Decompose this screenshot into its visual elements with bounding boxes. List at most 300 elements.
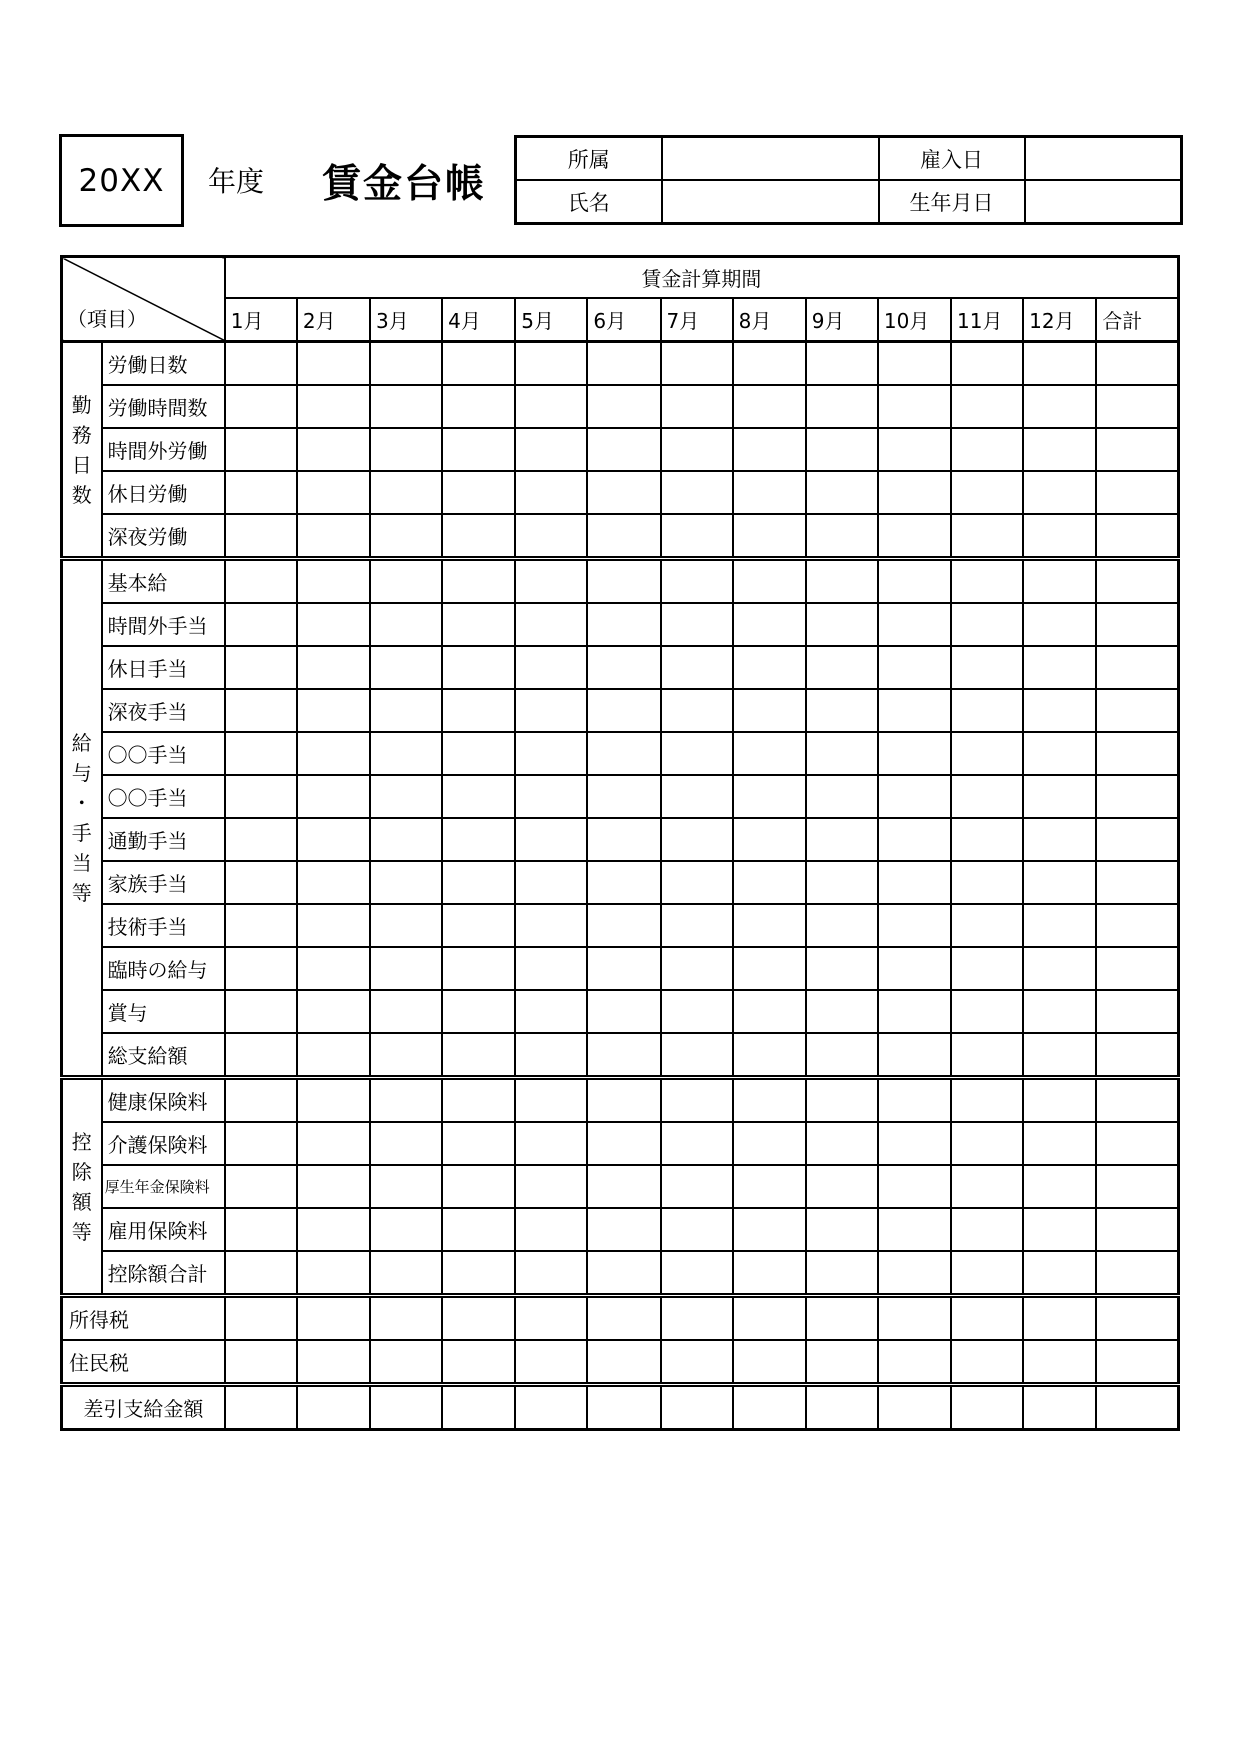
ledger-cell[interactable] [297, 1251, 370, 1296]
tax-cell[interactable] [951, 1340, 1023, 1385]
ledger-cell[interactable] [1023, 1078, 1096, 1123]
ledger-cell[interactable] [587, 1033, 660, 1078]
ledger-cell[interactable] [951, 775, 1023, 818]
ledger-cell[interactable] [442, 1251, 515, 1296]
ledger-cell[interactable] [297, 904, 370, 947]
tax-cell[interactable] [1023, 1340, 1096, 1385]
ledger-cell[interactable] [951, 689, 1023, 732]
ledger-cell[interactable] [806, 1251, 878, 1296]
ledger-cell[interactable] [370, 818, 442, 861]
ledger-cell[interactable] [370, 471, 442, 514]
ledger-cell[interactable] [951, 385, 1023, 428]
ledger-cell[interactable] [587, 385, 660, 428]
ledger-cell[interactable] [878, 385, 951, 428]
tax-cell[interactable] [733, 1340, 806, 1385]
hire-date-field[interactable] [1025, 137, 1182, 181]
birth-date-field[interactable] [1025, 180, 1182, 224]
ledger-cell[interactable] [370, 559, 442, 604]
ledger-cell[interactable] [878, 603, 951, 646]
ledger-cell[interactable] [951, 818, 1023, 861]
ledger-cell[interactable] [733, 861, 806, 904]
ledger-cell[interactable] [878, 428, 951, 471]
ledger-cell[interactable] [1096, 603, 1178, 646]
ledger-cell[interactable] [1023, 471, 1096, 514]
ledger-cell[interactable] [587, 559, 660, 604]
ledger-cell[interactable] [515, 775, 587, 818]
tax-cell[interactable] [370, 1296, 442, 1341]
ledger-cell[interactable] [951, 1251, 1023, 1296]
ledger-cell[interactable] [661, 861, 733, 904]
ledger-cell[interactable] [1096, 471, 1178, 514]
ledger-cell[interactable] [878, 1033, 951, 1078]
ledger-cell[interactable] [733, 689, 806, 732]
ledger-cell[interactable] [297, 861, 370, 904]
ledger-cell[interactable] [951, 428, 1023, 471]
name-field[interactable] [662, 180, 879, 224]
ledger-cell[interactable] [225, 1165, 297, 1208]
tax-cell[interactable] [297, 1340, 370, 1385]
ledger-cell[interactable] [442, 904, 515, 947]
ledger-cell[interactable] [878, 646, 951, 689]
tax-cell[interactable] [733, 1296, 806, 1341]
ledger-cell[interactable] [806, 990, 878, 1033]
ledger-cell[interactable] [515, 646, 587, 689]
ledger-cell[interactable] [951, 514, 1023, 559]
ledger-cell[interactable] [1023, 732, 1096, 775]
ledger-cell[interactable] [297, 990, 370, 1033]
ledger-cell[interactable] [587, 428, 660, 471]
ledger-cell[interactable] [1023, 689, 1096, 732]
ledger-cell[interactable] [1096, 861, 1178, 904]
ledger-cell[interactable] [733, 1251, 806, 1296]
ledger-cell[interactable] [878, 559, 951, 604]
ledger-cell[interactable] [733, 732, 806, 775]
ledger-cell[interactable] [661, 947, 733, 990]
ledger-cell[interactable] [733, 559, 806, 604]
ledger-cell[interactable] [1096, 1033, 1178, 1078]
ledger-cell[interactable] [733, 385, 806, 428]
tax-cell[interactable] [225, 1340, 297, 1385]
ledger-cell[interactable] [661, 818, 733, 861]
ledger-cell[interactable] [806, 689, 878, 732]
ledger-cell[interactable] [587, 603, 660, 646]
net-pay-cell[interactable] [733, 1385, 806, 1430]
ledger-cell[interactable] [370, 1122, 442, 1165]
ledger-cell[interactable] [661, 990, 733, 1033]
ledger-cell[interactable] [878, 1251, 951, 1296]
ledger-cell[interactable] [661, 646, 733, 689]
ledger-cell[interactable] [587, 818, 660, 861]
ledger-cell[interactable] [733, 1122, 806, 1165]
ledger-cell[interactable] [806, 385, 878, 428]
ledger-cell[interactable] [733, 775, 806, 818]
ledger-cell[interactable] [370, 732, 442, 775]
ledger-cell[interactable] [806, 775, 878, 818]
ledger-cell[interactable] [297, 1165, 370, 1208]
ledger-cell[interactable] [806, 559, 878, 604]
ledger-cell[interactable] [661, 689, 733, 732]
ledger-cell[interactable] [733, 818, 806, 861]
ledger-cell[interactable] [1023, 775, 1096, 818]
tax-cell[interactable] [878, 1340, 951, 1385]
ledger-cell[interactable] [297, 385, 370, 428]
ledger-cell[interactable] [515, 990, 587, 1033]
ledger-cell[interactable] [878, 1078, 951, 1123]
ledger-cell[interactable] [1096, 428, 1178, 471]
ledger-cell[interactable] [370, 514, 442, 559]
ledger-cell[interactable] [297, 732, 370, 775]
ledger-cell[interactable] [878, 471, 951, 514]
ledger-cell[interactable] [806, 732, 878, 775]
ledger-cell[interactable] [951, 559, 1023, 604]
ledger-cell[interactable] [951, 1122, 1023, 1165]
ledger-cell[interactable] [806, 603, 878, 646]
ledger-cell[interactable] [733, 904, 806, 947]
ledger-cell[interactable] [442, 732, 515, 775]
ledger-cell[interactable] [587, 861, 660, 904]
ledger-cell[interactable] [587, 1208, 660, 1251]
ledger-cell[interactable] [1096, 1122, 1178, 1165]
ledger-cell[interactable] [733, 514, 806, 559]
ledger-cell[interactable] [951, 1078, 1023, 1123]
ledger-cell[interactable] [1023, 603, 1096, 646]
net-pay-cell[interactable] [878, 1385, 951, 1430]
net-pay-cell[interactable] [297, 1385, 370, 1430]
net-pay-cell[interactable] [515, 1385, 587, 1430]
ledger-cell[interactable] [878, 732, 951, 775]
ledger-cell[interactable] [661, 342, 733, 386]
ledger-cell[interactable] [225, 646, 297, 689]
ledger-cell[interactable] [587, 904, 660, 947]
ledger-cell[interactable] [297, 1078, 370, 1123]
ledger-cell[interactable] [297, 559, 370, 604]
ledger-cell[interactable] [370, 1078, 442, 1123]
ledger-cell[interactable] [587, 471, 660, 514]
ledger-cell[interactable] [515, 385, 587, 428]
ledger-cell[interactable] [1096, 990, 1178, 1033]
ledger-cell[interactable] [225, 471, 297, 514]
ledger-cell[interactable] [878, 689, 951, 732]
ledger-cell[interactable] [806, 646, 878, 689]
ledger-cell[interactable] [1023, 818, 1096, 861]
ledger-cell[interactable] [225, 559, 297, 604]
ledger-cell[interactable] [1096, 385, 1178, 428]
tax-cell[interactable] [1023, 1296, 1096, 1341]
ledger-cell[interactable] [225, 904, 297, 947]
ledger-cell[interactable] [951, 947, 1023, 990]
ledger-cell[interactable] [370, 904, 442, 947]
ledger-cell[interactable] [370, 861, 442, 904]
ledger-cell[interactable] [225, 1208, 297, 1251]
ledger-cell[interactable] [587, 342, 660, 386]
tax-cell[interactable] [951, 1296, 1023, 1341]
ledger-cell[interactable] [515, 603, 587, 646]
tax-cell[interactable] [370, 1340, 442, 1385]
ledger-cell[interactable] [1096, 775, 1178, 818]
ledger-cell[interactable] [442, 428, 515, 471]
ledger-cell[interactable] [661, 904, 733, 947]
net-pay-cell[interactable] [1096, 1385, 1178, 1430]
ledger-cell[interactable] [661, 471, 733, 514]
ledger-cell[interactable] [1023, 861, 1096, 904]
ledger-cell[interactable] [442, 603, 515, 646]
ledger-cell[interactable] [225, 1251, 297, 1296]
tax-cell[interactable] [515, 1340, 587, 1385]
ledger-cell[interactable] [878, 861, 951, 904]
ledger-cell[interactable] [442, 689, 515, 732]
ledger-cell[interactable] [297, 1208, 370, 1251]
net-pay-cell[interactable] [587, 1385, 660, 1430]
ledger-cell[interactable] [442, 385, 515, 428]
tax-cell[interactable] [806, 1296, 878, 1341]
ledger-cell[interactable] [661, 1208, 733, 1251]
ledger-cell[interactable] [1023, 904, 1096, 947]
ledger-cell[interactable] [951, 342, 1023, 386]
ledger-cell[interactable] [442, 646, 515, 689]
ledger-cell[interactable] [225, 818, 297, 861]
ledger-cell[interactable] [225, 603, 297, 646]
ledger-cell[interactable] [515, 559, 587, 604]
ledger-cell[interactable] [1023, 514, 1096, 559]
ledger-cell[interactable] [878, 990, 951, 1033]
ledger-cell[interactable] [515, 861, 587, 904]
ledger-cell[interactable] [878, 904, 951, 947]
ledger-cell[interactable] [1023, 1122, 1096, 1165]
ledger-cell[interactable] [806, 904, 878, 947]
ledger-cell[interactable] [515, 428, 587, 471]
ledger-cell[interactable] [442, 1122, 515, 1165]
ledger-cell[interactable] [370, 385, 442, 428]
ledger-cell[interactable] [587, 1251, 660, 1296]
ledger-cell[interactable] [225, 689, 297, 732]
ledger-cell[interactable] [442, 1078, 515, 1123]
ledger-cell[interactable] [1096, 1208, 1178, 1251]
ledger-cell[interactable] [225, 1078, 297, 1123]
tax-cell[interactable] [661, 1296, 733, 1341]
ledger-cell[interactable] [733, 1165, 806, 1208]
tax-cell[interactable] [297, 1296, 370, 1341]
ledger-cell[interactable] [442, 342, 515, 386]
ledger-cell[interactable] [442, 1033, 515, 1078]
ledger-cell[interactable] [1096, 732, 1178, 775]
ledger-cell[interactable] [587, 947, 660, 990]
ledger-cell[interactable] [1096, 818, 1178, 861]
ledger-cell[interactable] [661, 1122, 733, 1165]
ledger-cell[interactable] [1023, 1033, 1096, 1078]
ledger-cell[interactable] [442, 861, 515, 904]
ledger-cell[interactable] [515, 818, 587, 861]
ledger-cell[interactable] [225, 775, 297, 818]
ledger-cell[interactable] [225, 1033, 297, 1078]
ledger-cell[interactable] [951, 1165, 1023, 1208]
ledger-cell[interactable] [225, 1122, 297, 1165]
ledger-cell[interactable] [1023, 1208, 1096, 1251]
ledger-cell[interactable] [733, 1078, 806, 1123]
ledger-cell[interactable] [1096, 904, 1178, 947]
ledger-cell[interactable] [515, 514, 587, 559]
ledger-cell[interactable] [587, 775, 660, 818]
ledger-cell[interactable] [515, 1078, 587, 1123]
ledger-cell[interactable] [733, 342, 806, 386]
ledger-cell[interactable] [951, 1208, 1023, 1251]
ledger-cell[interactable] [370, 990, 442, 1033]
ledger-cell[interactable] [951, 990, 1023, 1033]
ledger-cell[interactable] [225, 428, 297, 471]
ledger-cell[interactable] [951, 1033, 1023, 1078]
ledger-cell[interactable] [297, 428, 370, 471]
ledger-cell[interactable] [951, 732, 1023, 775]
ledger-cell[interactable] [733, 947, 806, 990]
ledger-cell[interactable] [515, 342, 587, 386]
ledger-cell[interactable] [661, 1078, 733, 1123]
ledger-cell[interactable] [878, 1165, 951, 1208]
ledger-cell[interactable] [1096, 342, 1178, 386]
tax-cell[interactable] [587, 1296, 660, 1341]
ledger-cell[interactable] [878, 342, 951, 386]
ledger-cell[interactable] [1096, 646, 1178, 689]
ledger-cell[interactable] [661, 775, 733, 818]
ledger-cell[interactable] [587, 1165, 660, 1208]
ledger-cell[interactable] [587, 514, 660, 559]
ledger-cell[interactable] [878, 775, 951, 818]
ledger-cell[interactable] [1023, 385, 1096, 428]
ledger-cell[interactable] [1096, 514, 1178, 559]
ledger-cell[interactable] [806, 514, 878, 559]
ledger-cell[interactable] [297, 471, 370, 514]
ledger-cell[interactable] [733, 471, 806, 514]
ledger-cell[interactable] [515, 1033, 587, 1078]
ledger-cell[interactable] [515, 1165, 587, 1208]
tax-cell[interactable] [442, 1340, 515, 1385]
ledger-cell[interactable] [442, 990, 515, 1033]
ledger-cell[interactable] [1096, 1165, 1178, 1208]
ledger-cell[interactable] [1023, 1165, 1096, 1208]
ledger-cell[interactable] [806, 947, 878, 990]
ledger-cell[interactable] [442, 514, 515, 559]
ledger-cell[interactable] [1023, 990, 1096, 1033]
ledger-cell[interactable] [297, 1033, 370, 1078]
tax-cell[interactable] [225, 1296, 297, 1341]
ledger-cell[interactable] [806, 471, 878, 514]
tax-cell[interactable] [515, 1296, 587, 1341]
net-pay-cell[interactable] [1023, 1385, 1096, 1430]
ledger-cell[interactable] [661, 603, 733, 646]
ledger-cell[interactable] [442, 471, 515, 514]
ledger-cell[interactable] [442, 1165, 515, 1208]
net-pay-cell[interactable] [442, 1385, 515, 1430]
ledger-cell[interactable] [297, 818, 370, 861]
ledger-cell[interactable] [1096, 1251, 1178, 1296]
ledger-cell[interactable] [806, 1208, 878, 1251]
ledger-cell[interactable] [951, 861, 1023, 904]
ledger-cell[interactable] [442, 1208, 515, 1251]
net-pay-cell[interactable] [951, 1385, 1023, 1430]
ledger-cell[interactable] [370, 342, 442, 386]
ledger-cell[interactable] [370, 1208, 442, 1251]
ledger-cell[interactable] [806, 1078, 878, 1123]
ledger-cell[interactable] [297, 1122, 370, 1165]
ledger-cell[interactable] [587, 732, 660, 775]
ledger-cell[interactable] [587, 1078, 660, 1123]
ledger-cell[interactable] [661, 1251, 733, 1296]
ledger-cell[interactable] [806, 1165, 878, 1208]
ledger-cell[interactable] [878, 1208, 951, 1251]
ledger-cell[interactable] [297, 646, 370, 689]
ledger-cell[interactable] [370, 428, 442, 471]
ledger-cell[interactable] [806, 861, 878, 904]
ledger-cell[interactable] [733, 1208, 806, 1251]
ledger-cell[interactable] [733, 603, 806, 646]
ledger-cell[interactable] [878, 1122, 951, 1165]
ledger-cell[interactable] [1023, 342, 1096, 386]
tax-cell[interactable] [806, 1340, 878, 1385]
net-pay-cell[interactable] [661, 1385, 733, 1430]
ledger-cell[interactable] [951, 646, 1023, 689]
ledger-cell[interactable] [370, 1251, 442, 1296]
ledger-cell[interactable] [733, 1033, 806, 1078]
ledger-cell[interactable] [806, 1033, 878, 1078]
ledger-cell[interactable] [1096, 947, 1178, 990]
tax-cell[interactable] [587, 1340, 660, 1385]
ledger-cell[interactable] [225, 947, 297, 990]
ledger-cell[interactable] [733, 990, 806, 1033]
ledger-cell[interactable] [661, 428, 733, 471]
ledger-cell[interactable] [297, 775, 370, 818]
ledger-cell[interactable] [515, 1208, 587, 1251]
tax-cell[interactable] [661, 1340, 733, 1385]
ledger-cell[interactable] [806, 818, 878, 861]
ledger-cell[interactable] [225, 514, 297, 559]
ledger-cell[interactable] [370, 775, 442, 818]
ledger-cell[interactable] [661, 1033, 733, 1078]
ledger-cell[interactable] [297, 603, 370, 646]
ledger-cell[interactable] [225, 861, 297, 904]
ledger-cell[interactable] [587, 646, 660, 689]
ledger-cell[interactable] [661, 732, 733, 775]
ledger-cell[interactable] [370, 603, 442, 646]
ledger-cell[interactable] [1023, 646, 1096, 689]
ledger-cell[interactable] [1023, 559, 1096, 604]
tax-cell[interactable] [1096, 1340, 1178, 1385]
department-field[interactable] [662, 137, 879, 181]
ledger-cell[interactable] [515, 947, 587, 990]
ledger-cell[interactable] [1096, 689, 1178, 732]
ledger-cell[interactable] [661, 1165, 733, 1208]
ledger-cell[interactable] [442, 775, 515, 818]
ledger-cell[interactable] [587, 689, 660, 732]
ledger-cell[interactable] [733, 646, 806, 689]
net-pay-cell[interactable] [225, 1385, 297, 1430]
tax-cell[interactable] [878, 1296, 951, 1341]
ledger-cell[interactable] [951, 471, 1023, 514]
ledger-cell[interactable] [297, 689, 370, 732]
ledger-cell[interactable] [587, 990, 660, 1033]
ledger-cell[interactable] [1023, 947, 1096, 990]
ledger-cell[interactable] [225, 990, 297, 1033]
ledger-cell[interactable] [661, 559, 733, 604]
ledger-cell[interactable] [515, 732, 587, 775]
ledger-cell[interactable] [806, 1122, 878, 1165]
ledger-cell[interactable] [515, 471, 587, 514]
ledger-cell[interactable] [297, 514, 370, 559]
ledger-cell[interactable] [878, 514, 951, 559]
ledger-cell[interactable] [733, 428, 806, 471]
ledger-cell[interactable] [442, 559, 515, 604]
ledger-cell[interactable] [806, 428, 878, 471]
ledger-cell[interactable] [370, 689, 442, 732]
ledger-cell[interactable] [370, 646, 442, 689]
ledger-cell[interactable] [225, 385, 297, 428]
